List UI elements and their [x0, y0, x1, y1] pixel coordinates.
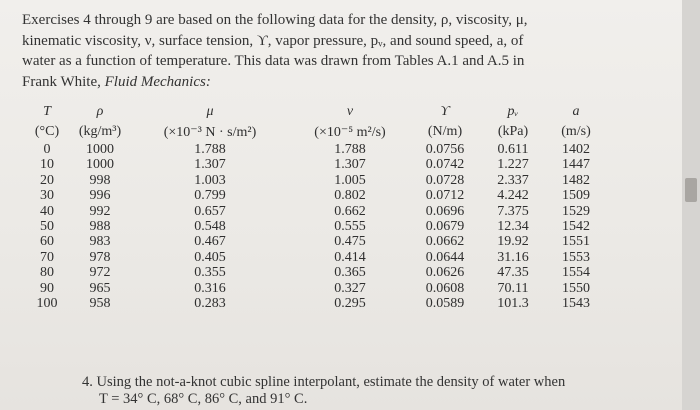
table-row	[24, 234, 606, 249]
intro-line-2: kinematic viscosity, ν, surface tension, ϒ, vapor pressure, pᵥ, and sound speed, a, of	[22, 32, 524, 49]
table-cell: 1482	[562, 172, 590, 188]
table-cell: 1554	[562, 265, 590, 281]
table-cell: 1.788	[334, 142, 366, 157]
symbol-header: a	[572, 104, 580, 119]
table-cell: 100	[36, 296, 58, 312]
table-cell: 0.0696	[425, 203, 465, 219]
table-cell: 958	[89, 296, 111, 312]
intro-line-1: Exercises 4 through 9 are based on the following data for the density, ρ, viscosity, μ,	[22, 12, 528, 28]
table-cell: 0.799	[194, 188, 226, 204]
table-cell: 0.475	[334, 234, 366, 250]
table-row	[24, 142, 606, 157]
table-cell: 70	[40, 249, 54, 265]
table-cell: 1402	[562, 142, 590, 157]
exercise-4-line-1: 4. Using the not-a-knot cubic spline interpolant, estimate the density of water when	[82, 374, 566, 390]
table-cell: 19.92	[497, 234, 529, 250]
table-cell: 80	[40, 265, 54, 281]
table-cell: 1.003	[194, 172, 226, 188]
table-cell: 0	[43, 142, 51, 157]
symbol-header: μ	[206, 104, 214, 119]
unit-header: (°C)	[34, 124, 60, 139]
table-cell: 0.0644	[425, 249, 465, 265]
table-cell: 0.414	[334, 249, 366, 265]
table-cell: 20	[40, 172, 54, 188]
table-cell: 0.365	[334, 265, 366, 281]
table-body	[24, 142, 606, 311]
table-cell: 0.0679	[425, 219, 465, 235]
table-cell: 983	[89, 234, 111, 250]
table-row	[24, 281, 606, 296]
unit-header: (×10⁻³ N · s/m²)	[163, 124, 257, 140]
symbol-row	[24, 102, 606, 122]
exercise-4-line-2: T = 34° C, 68° C, 86° C, and 91° C.	[99, 391, 308, 407]
table-cell: 0.802	[334, 188, 366, 204]
table-cell: 972	[89, 265, 111, 281]
units-row	[24, 122, 606, 142]
table-cell: 1.005	[334, 172, 366, 188]
table-cell: 0.657	[194, 203, 226, 219]
table-cell: 1000	[86, 142, 114, 157]
table-cell: 50	[40, 219, 54, 235]
table-cell: 0.555	[334, 219, 366, 235]
table-cell: 60	[40, 234, 54, 250]
table-cell: 0.295	[334, 296, 366, 312]
table-cell: 1543	[562, 296, 590, 312]
symbol-header: pᵥ	[507, 104, 519, 119]
table-cell: 0.327	[334, 280, 366, 296]
table-cell: 0.611	[497, 142, 529, 157]
table-row	[24, 173, 606, 188]
table-cell: 965	[89, 280, 111, 296]
table-cell: 10	[40, 157, 54, 173]
table-cell: 0.355	[194, 265, 226, 281]
table-cell: 1447	[562, 157, 590, 173]
table-cell: 988	[89, 219, 111, 235]
table-cell: 0.662	[334, 203, 366, 219]
table-cell: 1000	[86, 157, 114, 173]
table-cell: 90	[40, 280, 54, 296]
table-cell: 30	[40, 188, 54, 204]
table-cell: 0.0728	[425, 172, 465, 188]
table-cell: 0.316	[194, 280, 226, 296]
table-cell: 4.242	[497, 188, 529, 204]
book-title: Fluid Mechanics:	[104, 73, 211, 90]
unit-header: (m/s)	[561, 124, 591, 139]
table-cell: 0.467	[194, 234, 226, 250]
symbol-header: ν	[346, 104, 354, 119]
table-cell: 1.788	[194, 142, 226, 157]
table-cell: 998	[89, 172, 111, 188]
table-cell: 0.0712	[425, 188, 465, 204]
symbol-header: T	[43, 104, 51, 119]
table-cell: 1509	[562, 188, 590, 204]
table-cell: 40	[40, 203, 54, 219]
table-row	[24, 204, 606, 219]
table-cell: 0.0608	[425, 280, 465, 296]
table-cell: 70.11	[497, 280, 529, 296]
table-cell: 0.0742	[425, 157, 465, 173]
water-properties-table	[24, 102, 606, 311]
table-cell: 47.35	[497, 265, 529, 281]
table-cell: 101.3	[497, 296, 529, 312]
unit-header: (kPa)	[497, 124, 529, 139]
table-cell: 0.0662	[425, 234, 465, 250]
scrollbar-thumb[interactable]	[685, 178, 697, 202]
table-cell: 1550	[562, 280, 590, 296]
table-cell: 1.307	[334, 157, 366, 173]
symbol-header: ρ	[96, 104, 104, 119]
table-cell: 1542	[562, 219, 590, 235]
table-cell: 12.34	[497, 219, 529, 235]
author-name: Frank White,	[22, 73, 101, 90]
unit-header: (kg/m³)	[78, 124, 122, 139]
table-cell: 992	[89, 203, 111, 219]
table-cell: 1553	[562, 249, 590, 265]
table-cell: 1.227	[497, 157, 529, 173]
table-cell: 0.0756	[425, 142, 465, 157]
intro-paragraph	[22, 10, 662, 92]
table-cell: 1551	[562, 234, 590, 250]
table-row	[24, 265, 606, 280]
intro-line-3: water as a function of temperature. This data was drawn from Tables A.1 and A.5 in	[22, 53, 525, 69]
table-cell: 1529	[562, 203, 590, 219]
table-row	[24, 188, 606, 203]
exercise-4	[82, 374, 642, 408]
table-cell: 996	[89, 188, 111, 204]
table-cell: 0.405	[194, 249, 226, 265]
table-cell: 31.16	[497, 249, 529, 265]
unit-header: (×10⁻⁵ m²/s)	[314, 124, 386, 140]
table-cell: 0.283	[194, 296, 226, 312]
unit-header: (N/m)	[427, 124, 463, 139]
table-cell: 0.0626	[425, 265, 465, 281]
table-row	[24, 296, 606, 311]
table-row	[24, 219, 606, 234]
table-cell: 2.337	[497, 172, 529, 188]
table-cell: 0.548	[194, 219, 226, 235]
table-row	[24, 250, 606, 265]
intro-line-4	[22, 72, 662, 93]
table-cell: 1.307	[194, 157, 226, 173]
table-row	[24, 157, 606, 172]
table-cell: 978	[89, 249, 111, 265]
table-cell: 0.0589	[425, 296, 465, 312]
vertical-scrollbar[interactable]	[682, 0, 700, 410]
table-cell: 7.375	[497, 203, 529, 219]
symbol-header: ϒ	[440, 104, 450, 119]
